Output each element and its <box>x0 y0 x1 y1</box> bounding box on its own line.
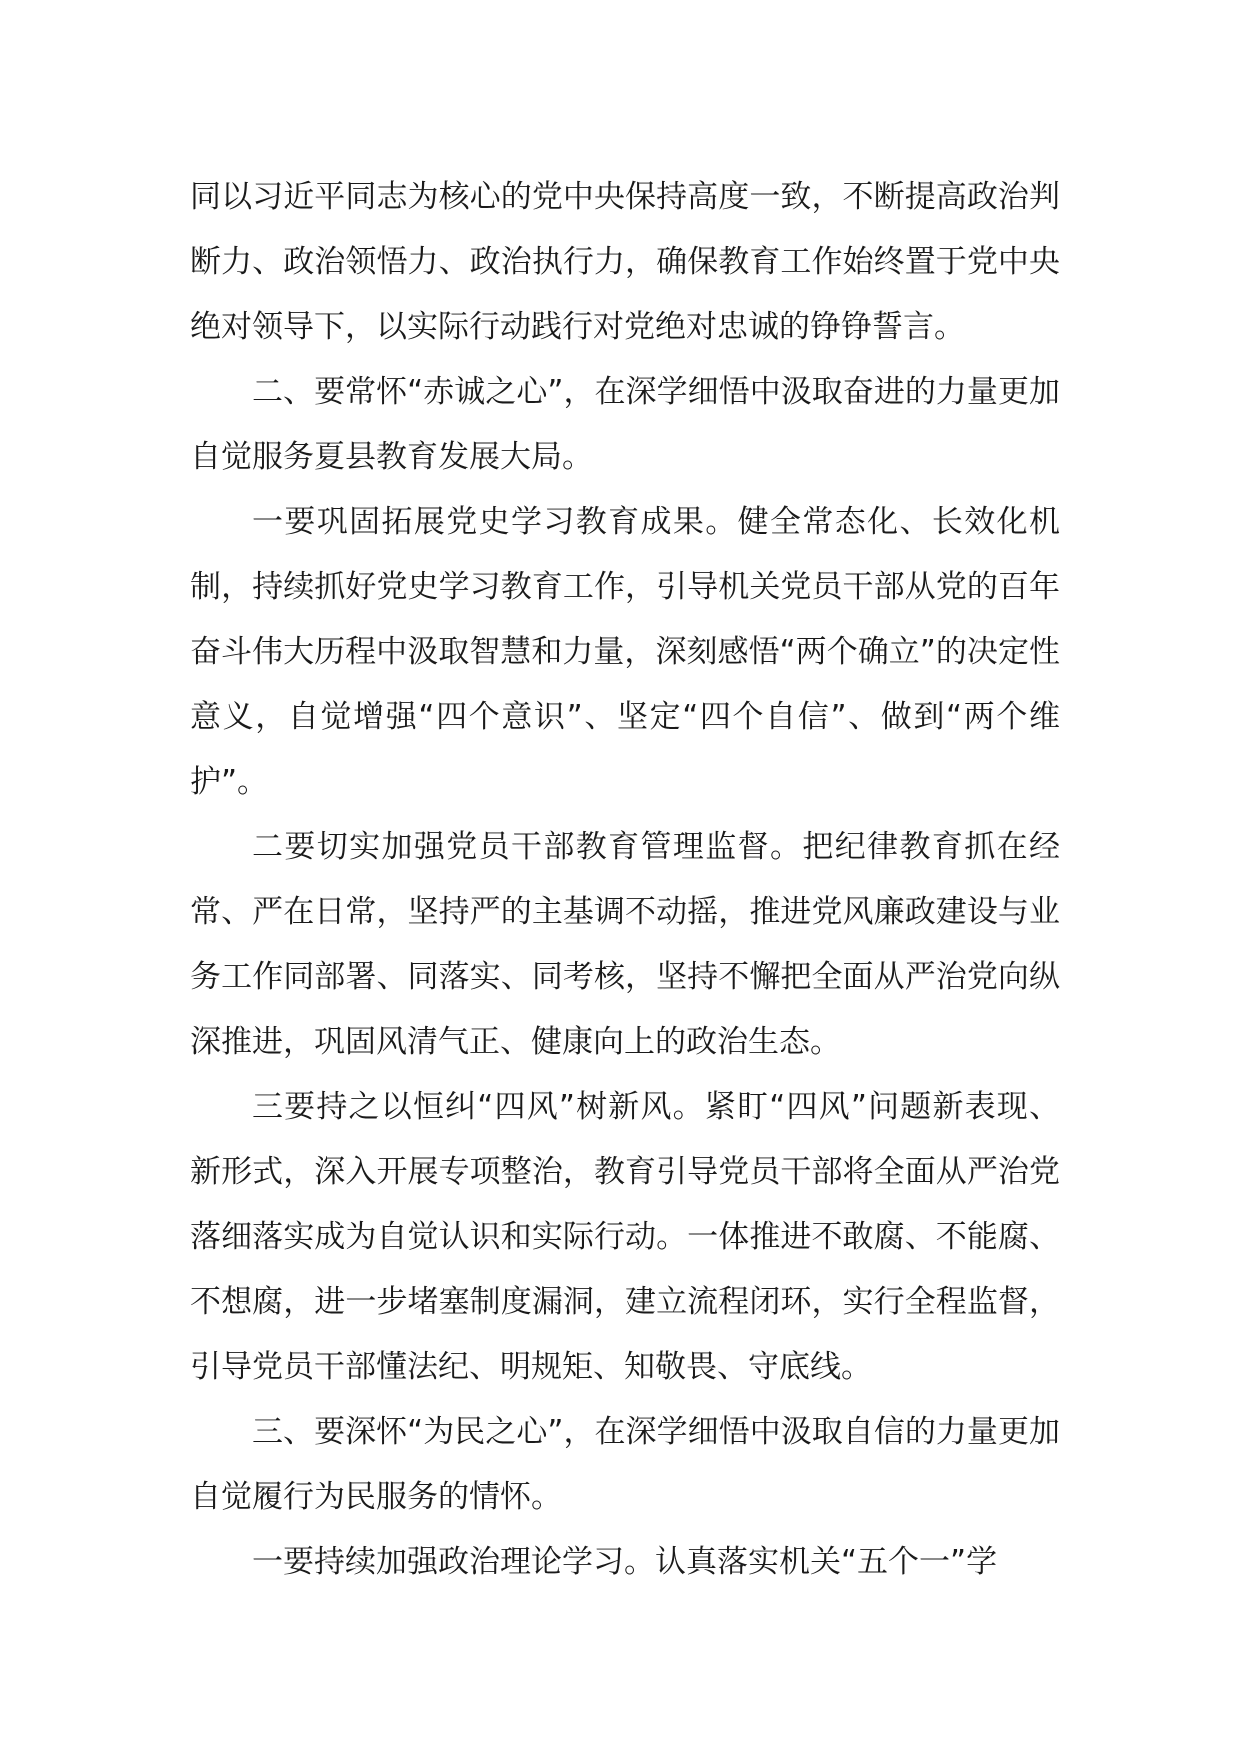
paragraph-7: 一要持续加强政治理论学习。认真落实机关“五个一”学 <box>252 1544 998 1580</box>
paragraph-5: 三要持之以恒纠“四风”树新风。紧盯“四风”问题新表现、新形式，深入开展专项整治，教育引导党员干部将全面从严治党落细落实成为自觉认识和实际行动。一体推进不敢腐、不能腐、不想腐，进一步堵塞制度漏洞，建立流程闭环，实行全程监督，引导党员干部懂法纪、明规矩、知敬畏、守底线。 <box>190 1089 1060 1385</box>
paragraph-6: 三、要深怀“为民之心”，在深学细悟中汲取自信的力量更加自觉履行为民服务的情怀。 <box>190 1414 1060 1515</box>
paragraph-1: 同以习近平同志为核心的党中央保持高度一致，不断提高政治判断力、政治领悟力、政治执行力，确保教育工作始终置于党中央绝对领导下，以实际行动践行对党绝对忠诚的铮铮誓言。 <box>190 179 1060 345</box>
document-body <box>190 165 1060 1595</box>
paragraph-3: 一要巩固拓展党史学习教育成果。健全常态化、长效化机制，持续抓好党史学习教育工作，引导机关党员干部从党的百年奋斗伟大历程中汲取智慧和力量，深刻感悟“两个确立”的决定性意义，自觉增强“四个意识”、坚定“四个自信”、做到“两个维护”。 <box>190 504 1060 800</box>
paragraph-4: 二要切实加强党员干部教育管理监督。把纪律教育抓在经常、严在日常，坚持严的主基调不动摇，推进党风廉政建设与业务工作同部署、同落实、同考核，坚持不懈把全面从严治党向纵深推进，巩固风清气正、健康向上的政治生态。 <box>190 829 1060 1060</box>
paragraph-2: 二、要常怀“赤诚之心”，在深学细悟中汲取奋进的力量更加自觉服务夏县教育发展大局。 <box>190 374 1060 475</box>
